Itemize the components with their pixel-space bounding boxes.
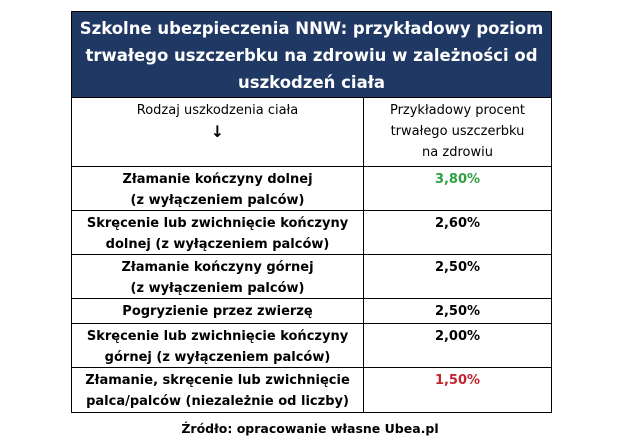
percent-cell [364,255,551,298]
percent-value: 2,60% [434,216,481,231]
injury-line: górnej (z wyłączeniem palców) [104,350,331,365]
percent-value: 3,80% [434,172,481,187]
header-percent-line: na zdrowiu [422,145,493,160]
arrow-down-icon: ↓ [210,122,225,141]
percent-cell [364,368,551,412]
percent-cell [364,211,551,254]
table-row [72,368,551,412]
injury-cell [72,255,364,298]
header-injury-type [72,98,364,166]
header-injury-label: Rodzaj uszkodzenia ciała [136,103,299,118]
injury-table [71,11,552,413]
table-row [72,255,551,299]
table-header-row [72,98,551,167]
percent-cell [364,167,551,210]
title-line: Szkolne ubezpieczenia NNW: przykładowy poziom [79,19,544,38]
injury-line: dolnej (z wyłączeniem palców) [105,237,330,252]
injury-line: (z wyłączeniem palców) [130,281,305,296]
percent-value: 2,50% [434,304,481,319]
header-percent-line: trwałego uszczerbku [390,124,525,139]
table-row [72,299,551,324]
injury-line: (z wyłączeniem palców) [130,193,305,208]
injury-cell [72,299,364,323]
table-row [72,211,551,255]
injury-line: palca/palców (niezależnie od liczby) [86,394,349,409]
header-percent [364,98,551,166]
injury-cell [72,324,364,367]
injury-line: Złamanie kończyny górnej [121,260,314,275]
percent-value: 2,00% [434,329,481,344]
percent-value: 2,50% [434,260,481,275]
injury-line: Skręcenie lub zwichnięcie kończyny [86,216,349,231]
header-percent-line: Przykładowy procent [389,103,526,118]
injury-cell [72,167,364,210]
table-title [72,12,551,98]
injury-cell [72,211,364,254]
table-row [72,167,551,211]
injury-line: Złamanie kończyny dolnej [122,172,313,187]
percent-cell [364,324,551,367]
title-line: uszkodzeń ciała [238,73,385,92]
injury-line: Złamanie, skręcenie lub zwichnięcie [85,373,350,388]
injury-line: Skręcenie lub zwichnięcie kończyny [86,329,349,344]
title-line: trwałego uszczerbku na zdrowiu w zależności od [85,46,538,65]
percent-value: 1,50% [434,373,481,388]
injury-line: Pogryzienie przez zwierzę [122,304,313,319]
injury-cell [72,368,364,412]
source-note: Źródło: opracowanie własne Ubea.pl [181,421,439,436]
percent-cell [364,299,551,323]
table-row [72,324,551,368]
